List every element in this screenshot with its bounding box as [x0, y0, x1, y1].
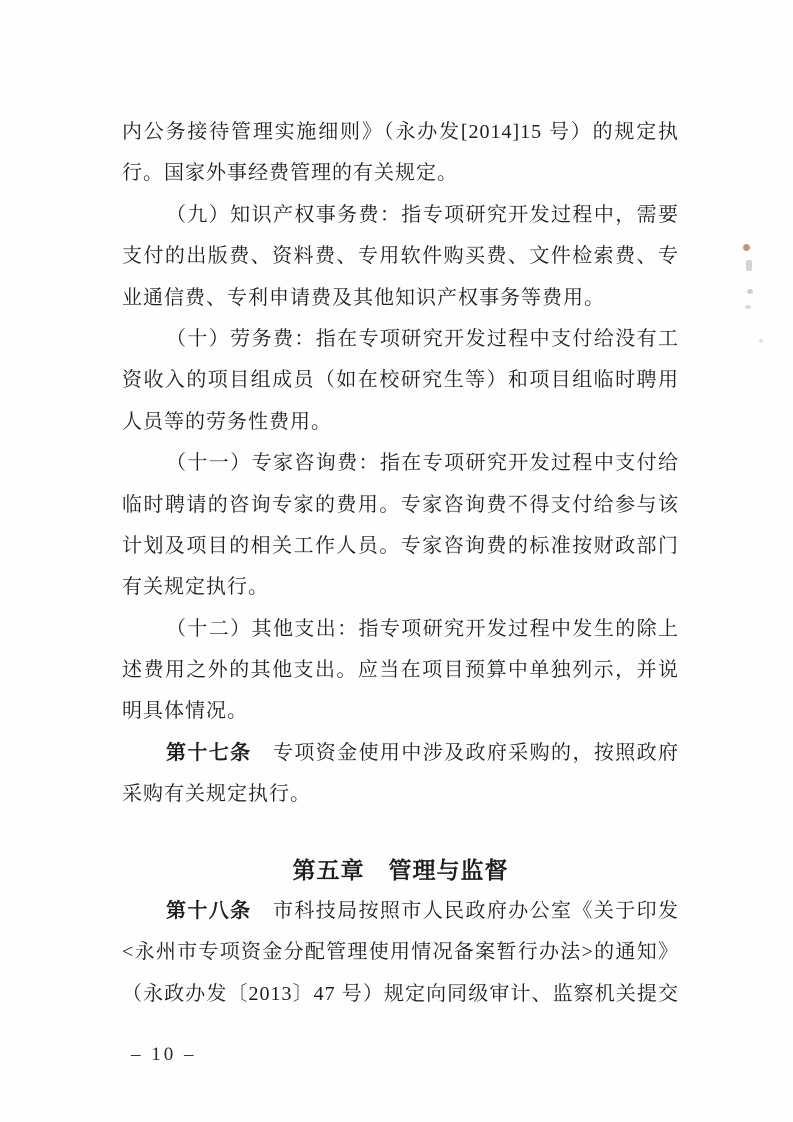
text-line: 业通信费、专利申请费及其他知识产权事务等费用。 [122, 286, 605, 309]
scan-artifact [759, 339, 763, 343]
text-line: 采购有关规定执行。 [122, 783, 311, 806]
text-line: （十）劳务费：指在专项研究开发过程中支付给没有工 [166, 327, 679, 350]
text-line: 资收入的项目组成员（如在校研究生等）和项目组临时聘用 [122, 369, 679, 392]
text-line: （永政办发〔2013〕47 号）规定向同级审计、监察机关提交 [122, 982, 679, 1005]
text-line: 行。国家外事经费管理的有关规定。 [122, 162, 458, 185]
chapter-heading: 第五章 管理与监督 [292, 857, 509, 883]
text-line: 内公务接待管理实施细则》（永办发[2014]15 号）的规定执 [122, 121, 679, 143]
text-line: （十一）专家咨询费：指在专项研究开发过程中支付给 [166, 452, 679, 475]
scan-artifact [745, 305, 751, 309]
text-line: （十二）其他支出：指专项研究开发过程中发生的除上 [166, 617, 679, 640]
scan-artifact [747, 289, 753, 294]
text-line: 述费用之外的其他支出。应当在项目预算中单独列示，并说 [122, 659, 679, 682]
scan-artifact [746, 260, 752, 271]
text-line: 明具体情况。 [122, 700, 248, 723]
document-body [122, 112, 679, 1015]
article-number: 第十七条 [166, 741, 252, 764]
text-line: 支付的出版费、资料费、专用软件购买费、文件检索费、专 [122, 245, 679, 268]
article-number: 第十八条 [166, 900, 252, 923]
article-line: 第十八条 市科技局按照市人民政府办公室《关于印发 [166, 900, 679, 923]
text-line: 有关规定执行。 [122, 576, 269, 599]
text-line: <永州市专项资金分配管理使用情况备案暂行办法>的通知》 [122, 941, 679, 964]
text-line: 临时聘请的咨询专家的费用。专家咨询费不得支付给参与该 [122, 493, 679, 516]
article-line: 第十七条 专项资金使用中涉及政府采购的，按照政府 [166, 741, 679, 764]
text-line: （九）知识产权事务费：指专项研究开发过程中，需要 [166, 203, 679, 226]
text-line: 人员等的劳务性费用。 [122, 410, 332, 433]
page-number: – 10 – [131, 1044, 197, 1065]
scan-artifact [743, 244, 750, 251]
text-line: 计划及项目的相关工作人员。专家咨询费的标准按财政部门 [122, 534, 679, 557]
